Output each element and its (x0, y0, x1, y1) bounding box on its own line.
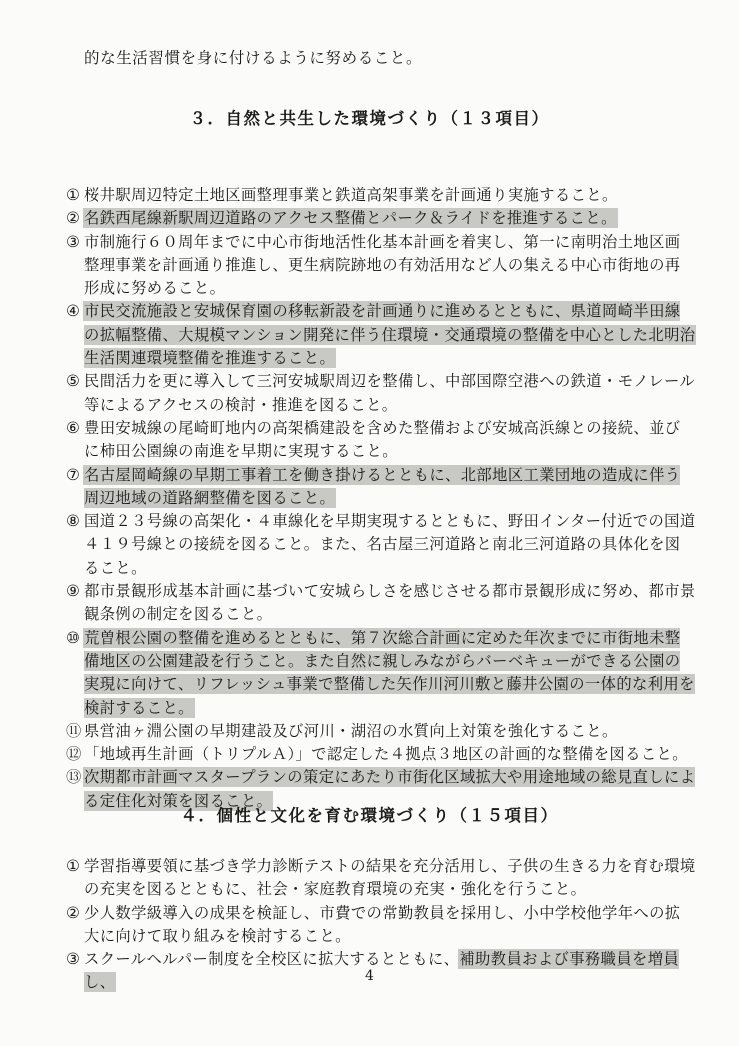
list-item (66, 743, 696, 766)
section-3-heading: ３．自然と共生した環境づくり（１３項目） (189, 109, 550, 128)
item-number: ⑫ (66, 745, 82, 764)
highlighted-text: 補助教員および事務職員を増員し、 (84, 950, 680, 992)
item-number: ⑨ (66, 582, 81, 601)
item-text (84, 743, 696, 766)
section-4-heading: ４．個性と文化を育む環境づくり（１５項目） (180, 806, 559, 825)
item-text (84, 580, 696, 627)
highlighted-text: 次期都市計画マスタープランの策定にあたり市街化区域拡大や用途地域の総見直しによる定住化対策を図ること。 (84, 768, 696, 810)
item-text (84, 902, 696, 949)
item-text (84, 417, 696, 464)
item-text-part: スクールヘルパー制度を全校区に拡大するとともに、 (84, 950, 460, 969)
list-item (66, 464, 696, 511)
list-item (66, 627, 696, 720)
item-text (84, 510, 696, 580)
item-text-part: 桜井駅周辺特定土地区画整理事業と鉄道高架事業を計画通り実施すること。 (84, 186, 618, 204)
item-text (84, 207, 696, 230)
page-number: 4 (365, 968, 374, 984)
item-text (84, 184, 696, 207)
list-item (66, 417, 696, 464)
item-number: ② (66, 209, 81, 228)
item-text (84, 627, 696, 720)
item-text-part: 少人数学級導入の成果を検証し、市費での常勤教員を採用し、小中学校他学年への拡大に向けて取り組みを検討すること。 (84, 903, 681, 945)
item-number: ③ (66, 232, 81, 251)
list-item (66, 510, 696, 580)
highlighted-text: 名鉄西尾線新駅周辺道路のアクセス整備とパーク＆ライドを推進すること。 (84, 209, 617, 228)
item-number: ④ (66, 302, 81, 321)
item-number: ① (66, 186, 81, 204)
list-item (66, 855, 696, 902)
item-text-part: 民間活力を更に導入して三河安城駅周辺を整備し、中部国際空港への鉄道・モノレール等によるアクセスの検討・推進を図ること。 (84, 372, 696, 414)
section-3-list (66, 184, 696, 813)
highlighted-text: 名古屋岡崎線の早期工事着工を働き掛けるとともに、北部地区工業団地の造成に伴う周辺地域の道路網整備を図ること。 (84, 465, 681, 507)
item-text (84, 464, 696, 511)
item-text (84, 720, 696, 743)
item-text-part: 豊田安城線の尾崎町地内の高架橋建設を含めた整備および安城高浜線との接続、並びに柿田公園線の南進を早期に実現すること。 (84, 418, 681, 461)
item-number: ⑤ (66, 372, 81, 391)
list-item (66, 902, 696, 949)
list-item (66, 300, 696, 370)
list-item (66, 370, 696, 417)
highlighted-text: 荒曽根公園の整備を進めるとともに、第７次総合計画に定めた年次までに市街地未整備地区の公園建設を行うこと。また自然に親しみながらバーベキューができる公園の実現に向けて、リフレッシュ事業で整備した矢作川河川敷と藤井公園の一体的な利用を検討すること。 (84, 628, 695, 717)
item-text-part: 国道２３号線の高架化・４車線化を早期実現するとともに、野田インター付近での国道４１９号線との接続を図ること。また、名古屋三河道路と南北三河道路の具体化を図ること。 (84, 512, 696, 577)
item-number: ⑦ (66, 465, 81, 484)
item-text-part: 都市景観形成基本計画に基づいて安城らしさを感じさせる都市景観形成に努め、都市景観条例の制定を図ること。 (84, 582, 696, 624)
item-text (84, 370, 696, 417)
item-text-part: 県営油ヶ淵公園の早期建設及び河川・湖沼の水質向上対策を強化すること。 (84, 721, 618, 740)
item-text (84, 231, 696, 301)
item-text-part: 「地域再生計画（トリプルＡ）」で認定した４拠点３地区の計画的な整備を図ること。 (84, 745, 688, 764)
item-number: ⑪ (66, 721, 82, 740)
item-text-part: 学習指導要領に基づき学力診断テストの結果を充分活用し、子供の生きる力を育む環境の充実を図るとともに、社会・家庭教育環境の充実・強化を行うこと。 (84, 857, 696, 899)
item-text (84, 855, 696, 902)
item-number: ⑧ (66, 512, 81, 531)
item-text-part: 市制施行６０周年までに中心市街地活性化基本計画を着実し、第一に南明治土地区画整理事業を計画通り推進し、更生病院跡地の有効活用など人の集える中心市街地の再形成に努めること。 (84, 232, 681, 298)
intro-line: 的な生活習慣を身に付けるように努めること。 (84, 49, 423, 67)
item-number: ⑬ (66, 768, 82, 787)
item-number: ② (66, 903, 81, 922)
item-text (84, 300, 696, 370)
list-item (66, 231, 696, 301)
highlighted-text: 市民交流施設と安城保育園の移転新設を計画通りに進めるとともに、県道岡崎半田線の拡幅整備、大規模マンション開発に伴う住環境・交通環境の整備を中心とした北明治生活関連環境整備を推進すること。 (84, 302, 696, 368)
item-number: ① (66, 857, 81, 875)
item-number: ③ (66, 950, 81, 969)
list-item (66, 580, 696, 627)
item-number: ⑥ (66, 418, 81, 437)
list-item (66, 184, 696, 207)
list-item (66, 720, 696, 743)
item-number: ⑩ (66, 628, 81, 647)
list-item (66, 207, 696, 230)
